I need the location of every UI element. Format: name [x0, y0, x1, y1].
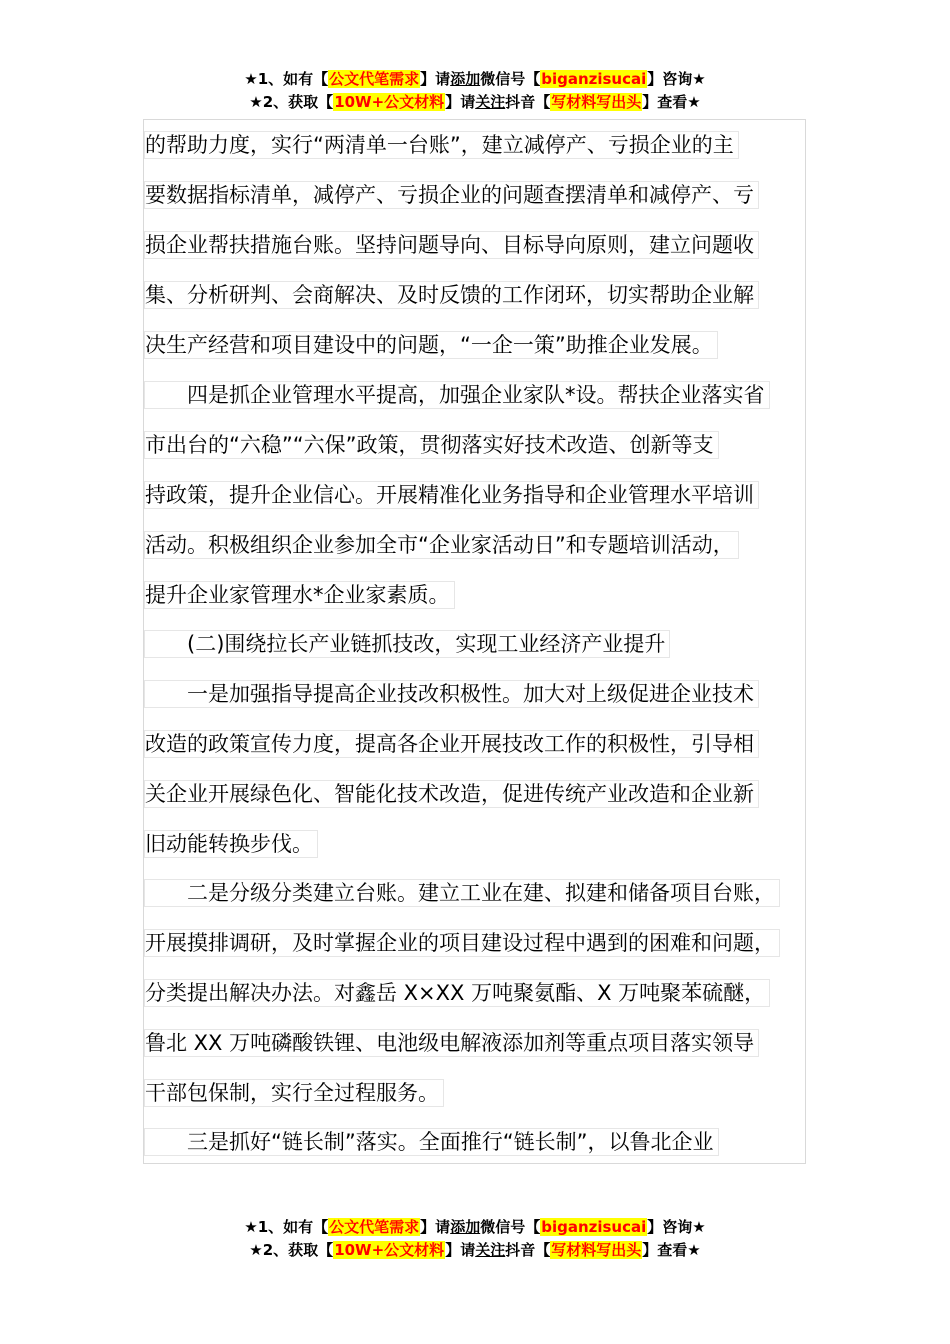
body-line: 要数据指标清单，减停产、亏损企业的问题查摆清单和减停产、亏: [144, 181, 759, 209]
footer-text: 】请: [420, 1218, 451, 1236]
body-line: 二是分级分类建立台账。建立工业在建、拟建和储备项目台账，: [144, 879, 780, 907]
header-text: 】咨询★: [647, 70, 706, 88]
footer-line-2: [0, 1239, 950, 1262]
body-line: 的帮助力度，实行“两清单一台账”，建立减停产、亏损企业的主: [144, 131, 739, 159]
underlined-text: 关注: [475, 1241, 506, 1259]
douyin-id-highlight: 写材料写出头: [551, 1241, 642, 1259]
header-text: 】请: [420, 70, 451, 88]
underlined-text: 关注: [475, 93, 506, 111]
footer-text: ★1、如有【: [244, 1218, 329, 1236]
header-banner-bottom: [0, 1216, 950, 1262]
underlined-text: 添加: [450, 70, 481, 88]
body-line: 提升企业家管理水*企业家素质。: [144, 581, 455, 609]
body-line: 决生产经营和项目建设中的问题，“一企一策”助推企业发展。: [144, 331, 718, 359]
body-line: 分类提出解决办法。对鑫岳 X×XX 万吨聚氨酯、X 万吨聚苯硫醚，: [144, 979, 770, 1007]
highlight-text: 10W+公文材料: [334, 1241, 445, 1259]
highlight-text: 公文代笔需求: [329, 1218, 420, 1236]
body-line: 一是加强指导提高企业技改积极性。加大对上级促进企业技术: [144, 680, 759, 708]
footer-text: 】咨询★: [647, 1218, 706, 1236]
body-line: 关企业开展绿色化、智能化技术改造，促进传统产业改造和企业新: [144, 780, 759, 808]
header-text: 抖音【: [505, 93, 551, 111]
body-line: 鲁北 XX 万吨磷酸铁锂、电池级电解液添加剂等重点项目落实领导: [144, 1029, 759, 1057]
wechat-id-highlight: biganzisucai: [541, 1218, 647, 1236]
footer-text: 微信号【: [480, 1218, 541, 1236]
highlight-text: 10W+公文材料: [334, 93, 445, 111]
underlined-text: 添加: [450, 1218, 481, 1236]
footer-line-1: [0, 1216, 950, 1239]
body-line: 损企业帮扶措施台账。坚持问题导向、目标导向原则，建立问题收: [144, 231, 759, 259]
header-line-2: [0, 91, 950, 114]
header-text: 】请: [445, 93, 476, 111]
body-line: 四是抓企业管理水平提高，加强企业家队*设。帮扶企业落实省: [144, 381, 770, 409]
header-banner-top: [0, 68, 950, 114]
body-line: 集、分析研判、会商解决、及时反馈的工作闭环，切实帮助企业解: [144, 281, 759, 309]
header-text: ★2、获取【: [249, 93, 334, 111]
body-line: 改造的政策宣传力度，提高各企业开展技改工作的积极性，引导相: [144, 730, 759, 758]
douyin-id-highlight: 写材料写出头: [551, 93, 642, 111]
section-heading: (二)围绕拉长产业链抓技改，实现工业经济产业提升: [144, 630, 670, 658]
highlight-text: 公文代笔需求: [329, 70, 420, 88]
body-line: 市出台的“六稳”“六保”政策，贯彻落实好技术改造、创新等支: [144, 431, 719, 459]
header-text: 微信号【: [480, 70, 541, 88]
header-text: 】查看★: [642, 93, 701, 111]
wechat-id-highlight: biganzisucai: [541, 70, 647, 88]
body-line: 旧动能转换步伐。: [144, 830, 318, 858]
header-line-1: [0, 68, 950, 91]
body-line: 活动。积极组织企业参加全市“企业家活动日”和专题培训活动，: [144, 531, 739, 559]
header-text: ★1、如有【: [244, 70, 329, 88]
body-line: 干部包保制，实行全过程服务。: [144, 1079, 444, 1107]
footer-text: 抖音【: [505, 1241, 551, 1259]
footer-text: ★2、获取【: [249, 1241, 334, 1259]
body-line: 开展摸排调研，及时掌握企业的项目建设过程中遇到的困难和问题，: [144, 929, 780, 957]
body-line: 持政策，提升企业信心。开展精准化业务指导和企业管理水平培训: [144, 481, 759, 509]
body-line: 三是抓好“链长制”落实。全面推行“链长制”，以鲁北企业: [144, 1128, 719, 1156]
footer-text: 】请: [445, 1241, 476, 1259]
footer-text: 】查看★: [642, 1241, 701, 1259]
